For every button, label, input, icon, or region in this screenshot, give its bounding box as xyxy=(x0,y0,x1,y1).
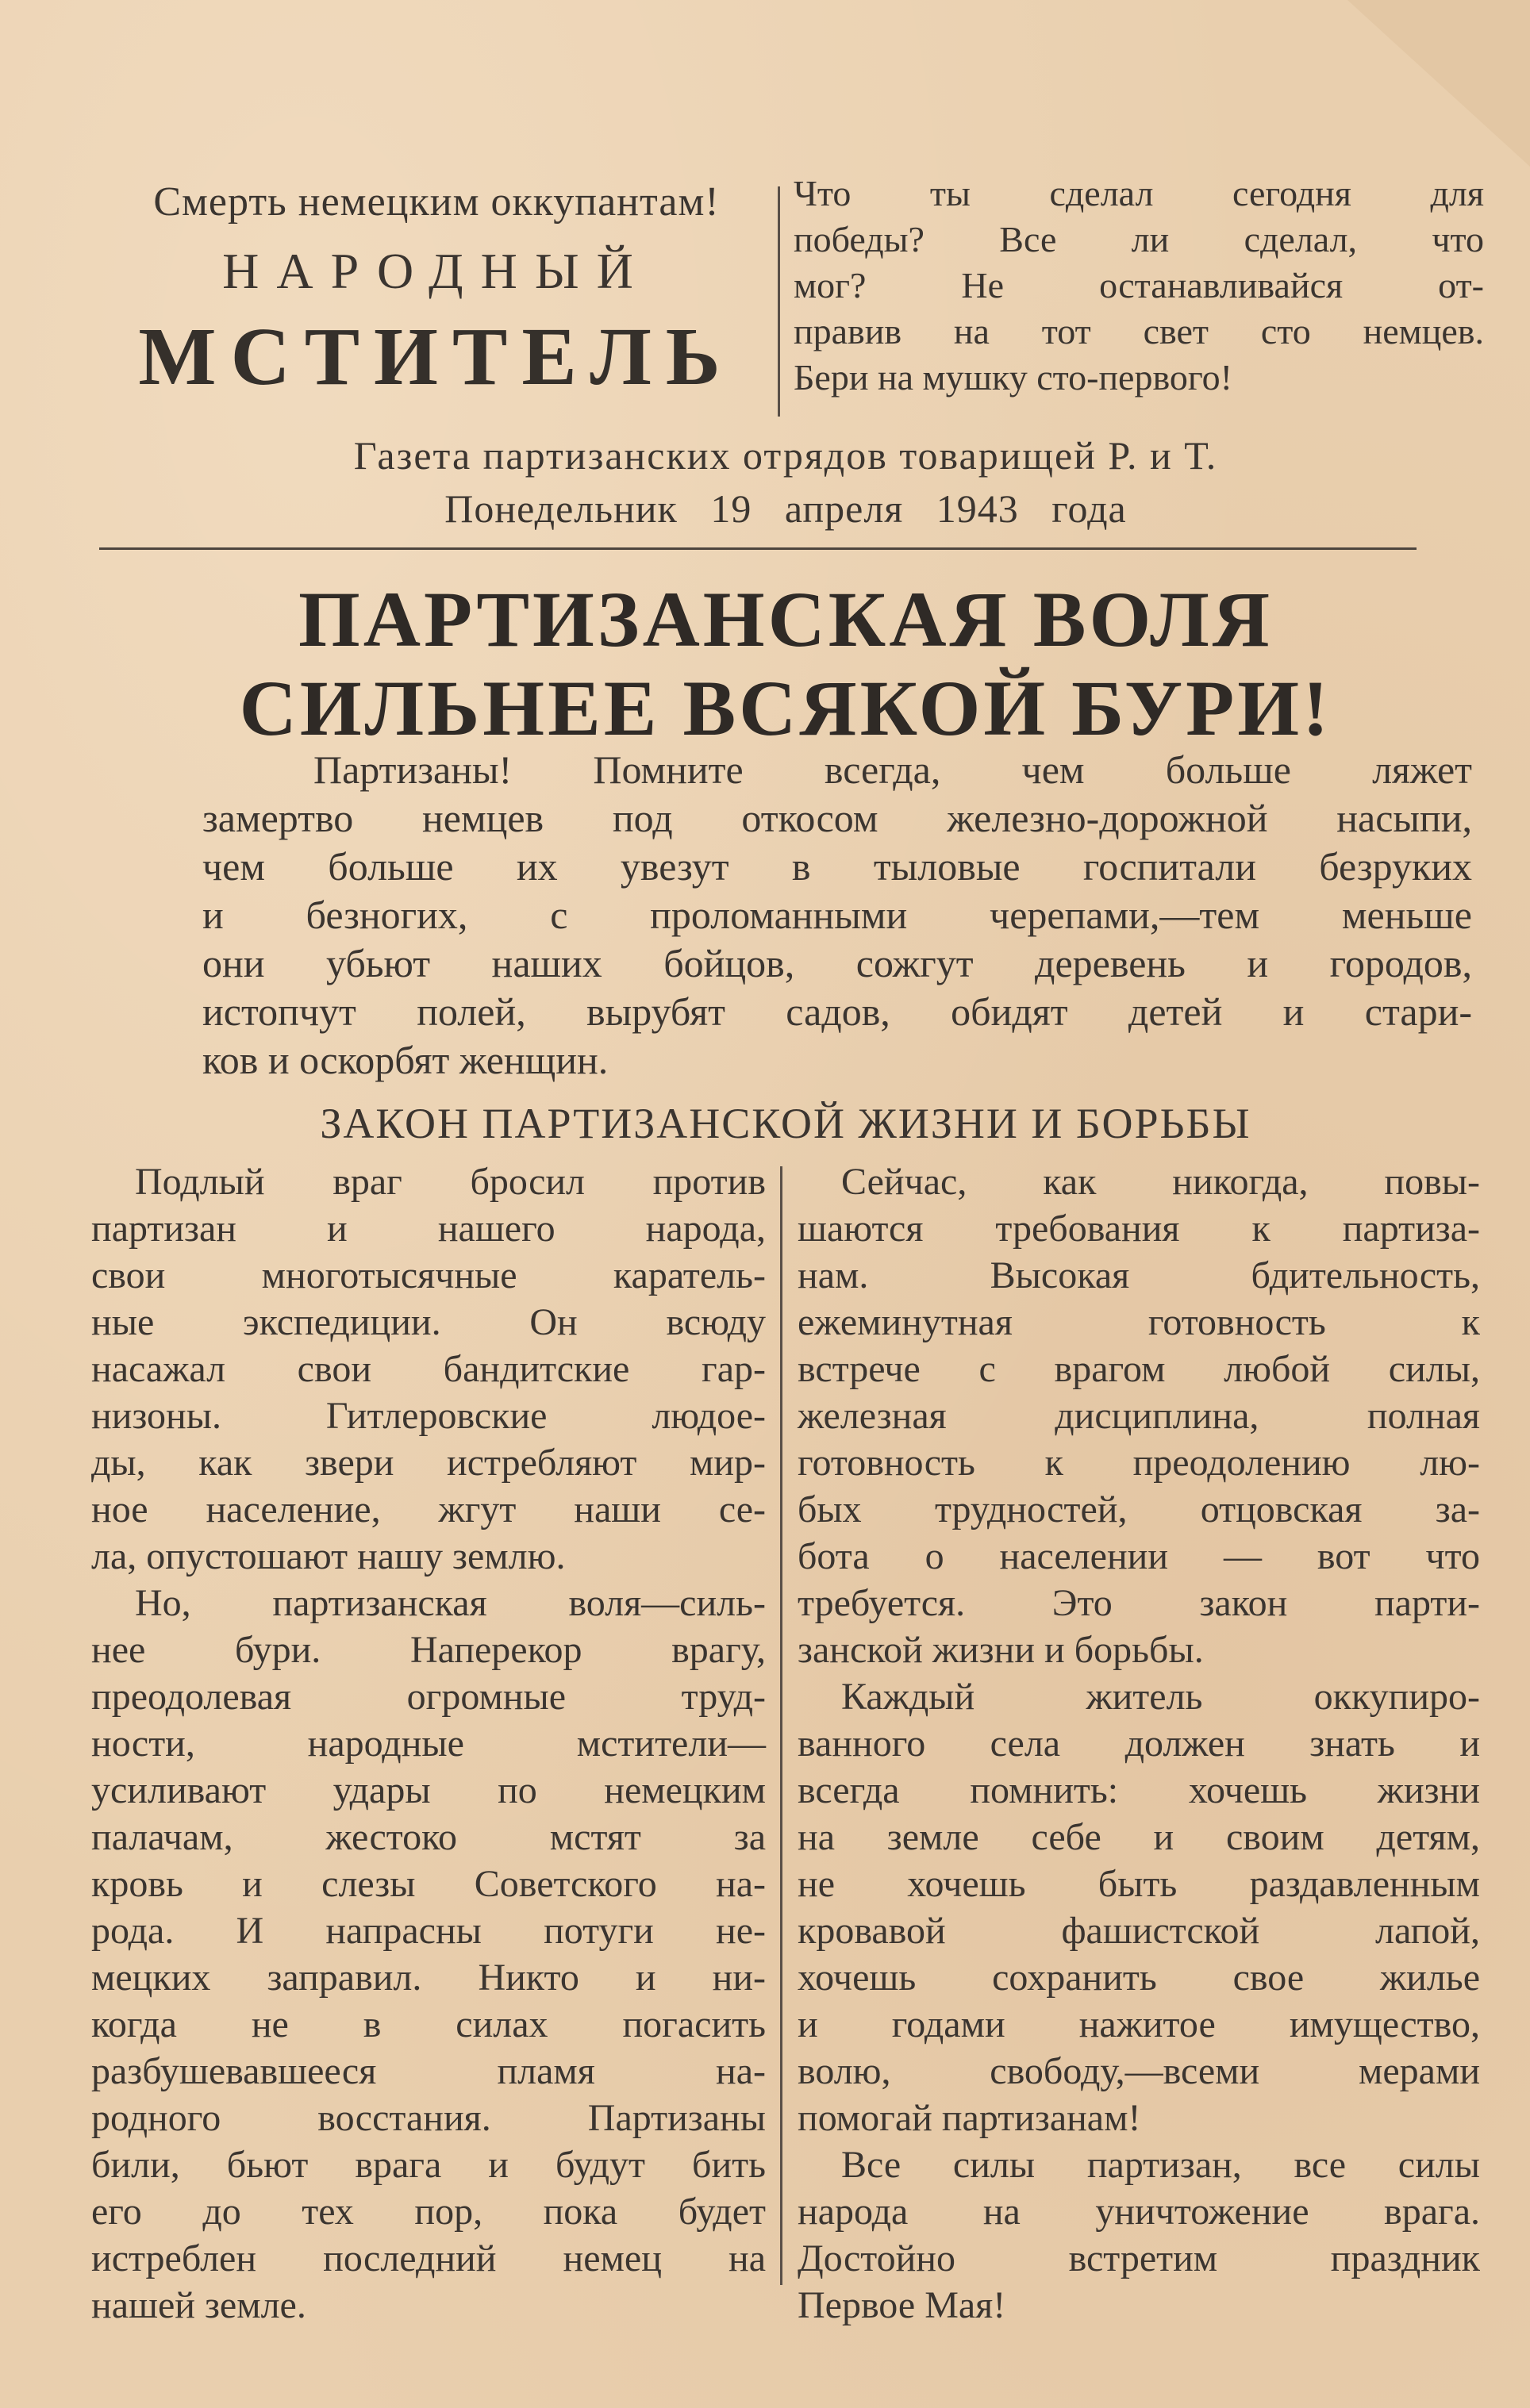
section-title: ЗАКОН ПАРТИЗАНСКОЙ ЖИЗНИ И БОРЬБЫ xyxy=(320,1100,1251,1147)
column-line: родного восстания. Партизаны xyxy=(91,2097,766,2139)
column-divider xyxy=(780,1166,782,2285)
headline-line-1: ПАРТИЗАНСКАЯ ВОЛЯ xyxy=(298,575,1273,663)
slogan-right-line: победы? Все ли сделал, что xyxy=(794,219,1484,259)
lead-line: ков и оскорбят женщин. xyxy=(202,1038,609,1082)
column-line: Первое Мая! xyxy=(798,2284,1006,2326)
column-line: ное население, жгут наши се- xyxy=(91,1488,766,1530)
slogan-right-line: мог? Не останавливайся от- xyxy=(794,265,1484,305)
newspaper-name-main: МСТИТЕЛЬ xyxy=(138,311,735,402)
column-line: били, бьют врага и будут бить xyxy=(91,2144,766,2186)
lead-line: замертво немцев под откосом железно-дорожной насыпи, xyxy=(202,796,1472,840)
column-line: разбушевавшееся пламя на- xyxy=(91,2050,766,2092)
column-line: встрече с врагом любой силы, xyxy=(798,1348,1480,1390)
column-line: когда не в силах погасить xyxy=(91,2003,766,2045)
column-line: бых трудностей, отцовская за- xyxy=(798,1488,1480,1530)
column-line: ности, народные мстители— xyxy=(91,1722,766,1765)
column-line: свои многотысячные каратель- xyxy=(91,1254,766,1296)
column-line: нашей земле. xyxy=(91,2284,306,2326)
lead-line: Партизаны! Помните всегда, чем больше ляжет xyxy=(313,747,1472,792)
column-line: помогай партизанам! xyxy=(798,2097,1141,2139)
column-line: Все силы партизан, все силы xyxy=(841,2144,1480,2186)
lead-line: чем больше их увезут в тыловые госпитали безруких xyxy=(202,844,1472,889)
folded-corner xyxy=(1347,0,1530,167)
column-line: народа на уничтожение врага. xyxy=(798,2191,1480,2233)
column-line: на земле себе и своим детям, xyxy=(798,1816,1480,1858)
column-line: ные экспедиции. Он всюду xyxy=(91,1301,766,1343)
column-line: Сейчас, как никогда, повы- xyxy=(841,1161,1480,1203)
column-line: хочешь сохранить свое жилье xyxy=(798,1957,1480,1999)
column-line: мецких заправил. Никто и ни- xyxy=(91,1957,766,1999)
column-line: нам. Высокая бдительность, xyxy=(798,1254,1480,1296)
column-line: волю, свободу,—всеми мерами xyxy=(798,2050,1480,2092)
slogan-right-line: Бери на мушку сто-первого! xyxy=(794,357,1232,397)
column-line: кровь и слезы Советского на- xyxy=(91,1863,766,1905)
column-line: насажал свои бандитские гар- xyxy=(91,1348,766,1390)
column-line: готовность к преодолению лю- xyxy=(798,1442,1480,1484)
main-headline xyxy=(87,575,1484,753)
column-line: Подлый враг бросил против xyxy=(135,1161,766,1203)
column-line: его до тех пор, пока будет xyxy=(91,2191,766,2233)
column-line: палачам, жестоко мстят за xyxy=(91,1816,766,1858)
lead-paragraph xyxy=(202,746,1472,1085)
column-line: требуется. Это закон парти- xyxy=(798,1582,1480,1624)
column-line: ды, как звери истребляют мир- xyxy=(91,1442,766,1484)
slogan-right-line: Что ты сделал сегодня для xyxy=(794,173,1484,213)
column-line: занской жизни и борьбы. xyxy=(798,1629,1204,1671)
masthead-slogan-left: Смерть немецким оккупантам! xyxy=(153,179,720,225)
article-column-right xyxy=(798,1158,1480,2329)
column-line: преодолевая огромные труд- xyxy=(91,1676,766,1718)
column-line: всегда помнить: хочешь жизни xyxy=(798,1769,1480,1811)
column-line: бота о населении — вот что xyxy=(798,1535,1480,1577)
newspaper-name-top: НАРОДНЫЙ xyxy=(222,243,651,299)
column-line: кровавой фашистской лапой, xyxy=(798,1910,1480,1952)
column-line: усиливают удары по немецким xyxy=(91,1769,766,1811)
lead-line: и безногих, с проломанными черепами,—тем меньше xyxy=(202,893,1472,937)
column-line: Достойно встретим праздник xyxy=(798,2237,1480,2279)
header-rule xyxy=(99,547,1417,550)
column-line: Каждый житель оккупиро- xyxy=(841,1676,1480,1718)
column-line: нее бури. Наперекор врагу, xyxy=(91,1629,766,1671)
masthead-divider xyxy=(778,186,780,417)
lead-line: они убьют наших бойцов, сожгут деревень и городов, xyxy=(202,941,1472,985)
column-line: ежеминутная готовность к xyxy=(798,1301,1480,1343)
masthead xyxy=(87,171,1484,424)
column-line: ла, опустошают нашу землю. xyxy=(91,1535,566,1577)
lead-line: истопчут полей, вырубят садов, обидят детей и стари- xyxy=(202,989,1472,1034)
masthead-slogan-right xyxy=(794,171,1484,401)
article-column-left xyxy=(91,1158,766,2329)
newspaper-subtitle: Газета партизанских отрядов товарищей Р. и Т. xyxy=(353,433,1218,478)
column-line: шаются требования к партиза- xyxy=(798,1208,1480,1250)
column-line: Но, партизанская воля—силь- xyxy=(135,1582,766,1624)
issue-date: Понедельник 19 апреля 1943 года xyxy=(444,486,1127,531)
column-line: железная дисциплина, полная xyxy=(798,1395,1480,1437)
column-line: низоны. Гитлеровские людое- xyxy=(91,1395,766,1437)
slogan-right-line: правив на тот свет сто немцев. xyxy=(794,311,1484,351)
column-line: партизан и нашего народа, xyxy=(91,1208,766,1250)
headline-line-2: СИЛЬНЕЕ ВСЯКОЙ БУРИ! xyxy=(239,664,1332,752)
column-line: рода. И напрасны потуги не- xyxy=(91,1910,766,1952)
column-line: и годами нажитое имущество, xyxy=(798,2003,1480,2045)
column-line: не хочешь быть раздавленным xyxy=(798,1863,1480,1905)
column-line: ванного села должен знать и xyxy=(798,1722,1480,1765)
column-line: истреблен последний немец на xyxy=(91,2237,766,2279)
